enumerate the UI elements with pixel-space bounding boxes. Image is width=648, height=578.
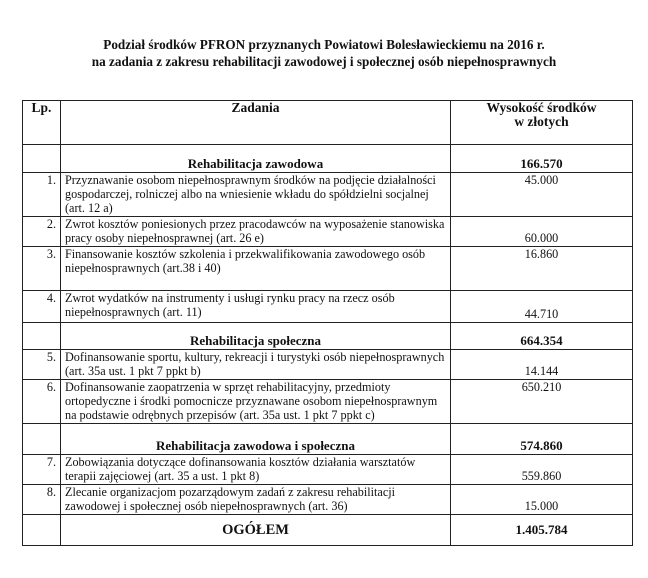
row-task: Zwrot kosztów poniesionych przez pracodawców na wyposażenie stanowiska pracy osoby niepełnosprawnej (art. 26 e): [61, 217, 451, 247]
section-lp-empty: [23, 323, 61, 350]
header-amount-line-2: w złotych: [514, 114, 569, 129]
section-label: Rehabilitacja zawodowa i społeczna: [61, 424, 451, 455]
row-lp: 6.: [23, 380, 61, 424]
document-title: [0, 36, 648, 70]
table-row: [23, 247, 633, 291]
row-lp: 4.: [23, 291, 61, 323]
row-amount: 559.860: [451, 455, 633, 485]
row-lp: 5.: [23, 350, 61, 380]
section-amount: 574.860: [451, 424, 633, 455]
table-row: [23, 173, 633, 217]
section-amount: 166.570: [451, 145, 633, 173]
row-amount: 650.210: [451, 380, 633, 424]
section-row-spoleczna: [23, 323, 633, 350]
header-amount-line-1: Wysokość środków: [486, 100, 597, 115]
row-task: Zobowiązania dotyczące dofinansowania kosztów działania warsztatów terapii zajęciowej (art. 35 a ust. 1 pkt 8): [61, 455, 451, 485]
funds-table: [22, 100, 633, 546]
row-task: Finansowanie kosztów szkolenia i przekwalifikowania zawodowego osób niepełnosprawnych (art.38 i 40): [61, 247, 451, 291]
table-row: [23, 455, 633, 485]
section-row-zawodowa: [23, 145, 633, 173]
row-amount: 14.144: [451, 350, 633, 380]
row-lp: 2.: [23, 217, 61, 247]
total-amount: 1.405.784: [451, 515, 633, 546]
row-lp: 7.: [23, 455, 61, 485]
title-line-2: na zadania z zakresu rehabilitacji zawodowej i społecznej osób niepełnosprawnych: [91, 54, 557, 69]
row-amount: 15.000: [451, 485, 633, 515]
row-amount: 45.000: [451, 173, 633, 217]
total-label: OGÓŁEM: [61, 515, 451, 546]
row-lp: 1.: [23, 173, 61, 217]
table-row: [23, 217, 633, 247]
header-task: Zadania: [61, 101, 451, 145]
section-label: Rehabilitacja zawodowa: [61, 145, 451, 173]
total-row: [23, 515, 633, 546]
row-task: Zlecanie organizacjom pozarządowym zadań z zakresu rehabilitacji zawodowej i społecznej osób niepełnosprawnych (art. 36): [61, 485, 451, 515]
row-lp: 8.: [23, 485, 61, 515]
header-amount: [451, 101, 633, 145]
row-lp: 3.: [23, 247, 61, 291]
table-row: [23, 380, 633, 424]
table-row: [23, 350, 633, 380]
row-task: Zwrot wydatków na instrumenty i usługi rynku pracy na rzecz osób niepełnosprawnych (art. 11): [61, 291, 451, 323]
section-label: Rehabilitacja społeczna: [61, 323, 451, 350]
row-amount: 16.860: [451, 247, 633, 291]
row-amount: 44.710: [451, 291, 633, 323]
section-amount: 664.354: [451, 323, 633, 350]
table-row: [23, 291, 633, 323]
section-row-obie: [23, 424, 633, 455]
row-task: Przyznawanie osobom niepełnosprawnym środków na podjęcie działalności gospodarczej, rolniczej albo na wniesienie wkładu do spółdzielni socjalnej (art. 12 a): [61, 173, 451, 217]
row-task: Dofinansowanie zaopatrzenia w sprzęt rehabilitacyjny, przedmioty ortopedyczne i środki pomocnicze przyznawane osobom niepełnosprawnym na podstawie odrębnych przepisów (art. 35a ust. 1 pkt 7 ppkt c): [61, 380, 451, 424]
header-lp: Lp.: [23, 101, 61, 145]
row-amount: 60.000: [451, 217, 633, 247]
total-lp-empty: [23, 515, 61, 546]
table-row: [23, 485, 633, 515]
row-task: Dofinansowanie sportu, kultury, rekreacji i turystyki osób niepełnosprawnych (art. 35a ust. 1 pkt 7 ppkt b): [61, 350, 451, 380]
section-lp-empty: [23, 424, 61, 455]
title-line-1: Podział środków PFRON przyznanych Powiatowi Bolesławieckiemu na 2016 r.: [103, 37, 545, 52]
section-lp-empty: [23, 145, 61, 173]
header-row: [23, 101, 633, 145]
